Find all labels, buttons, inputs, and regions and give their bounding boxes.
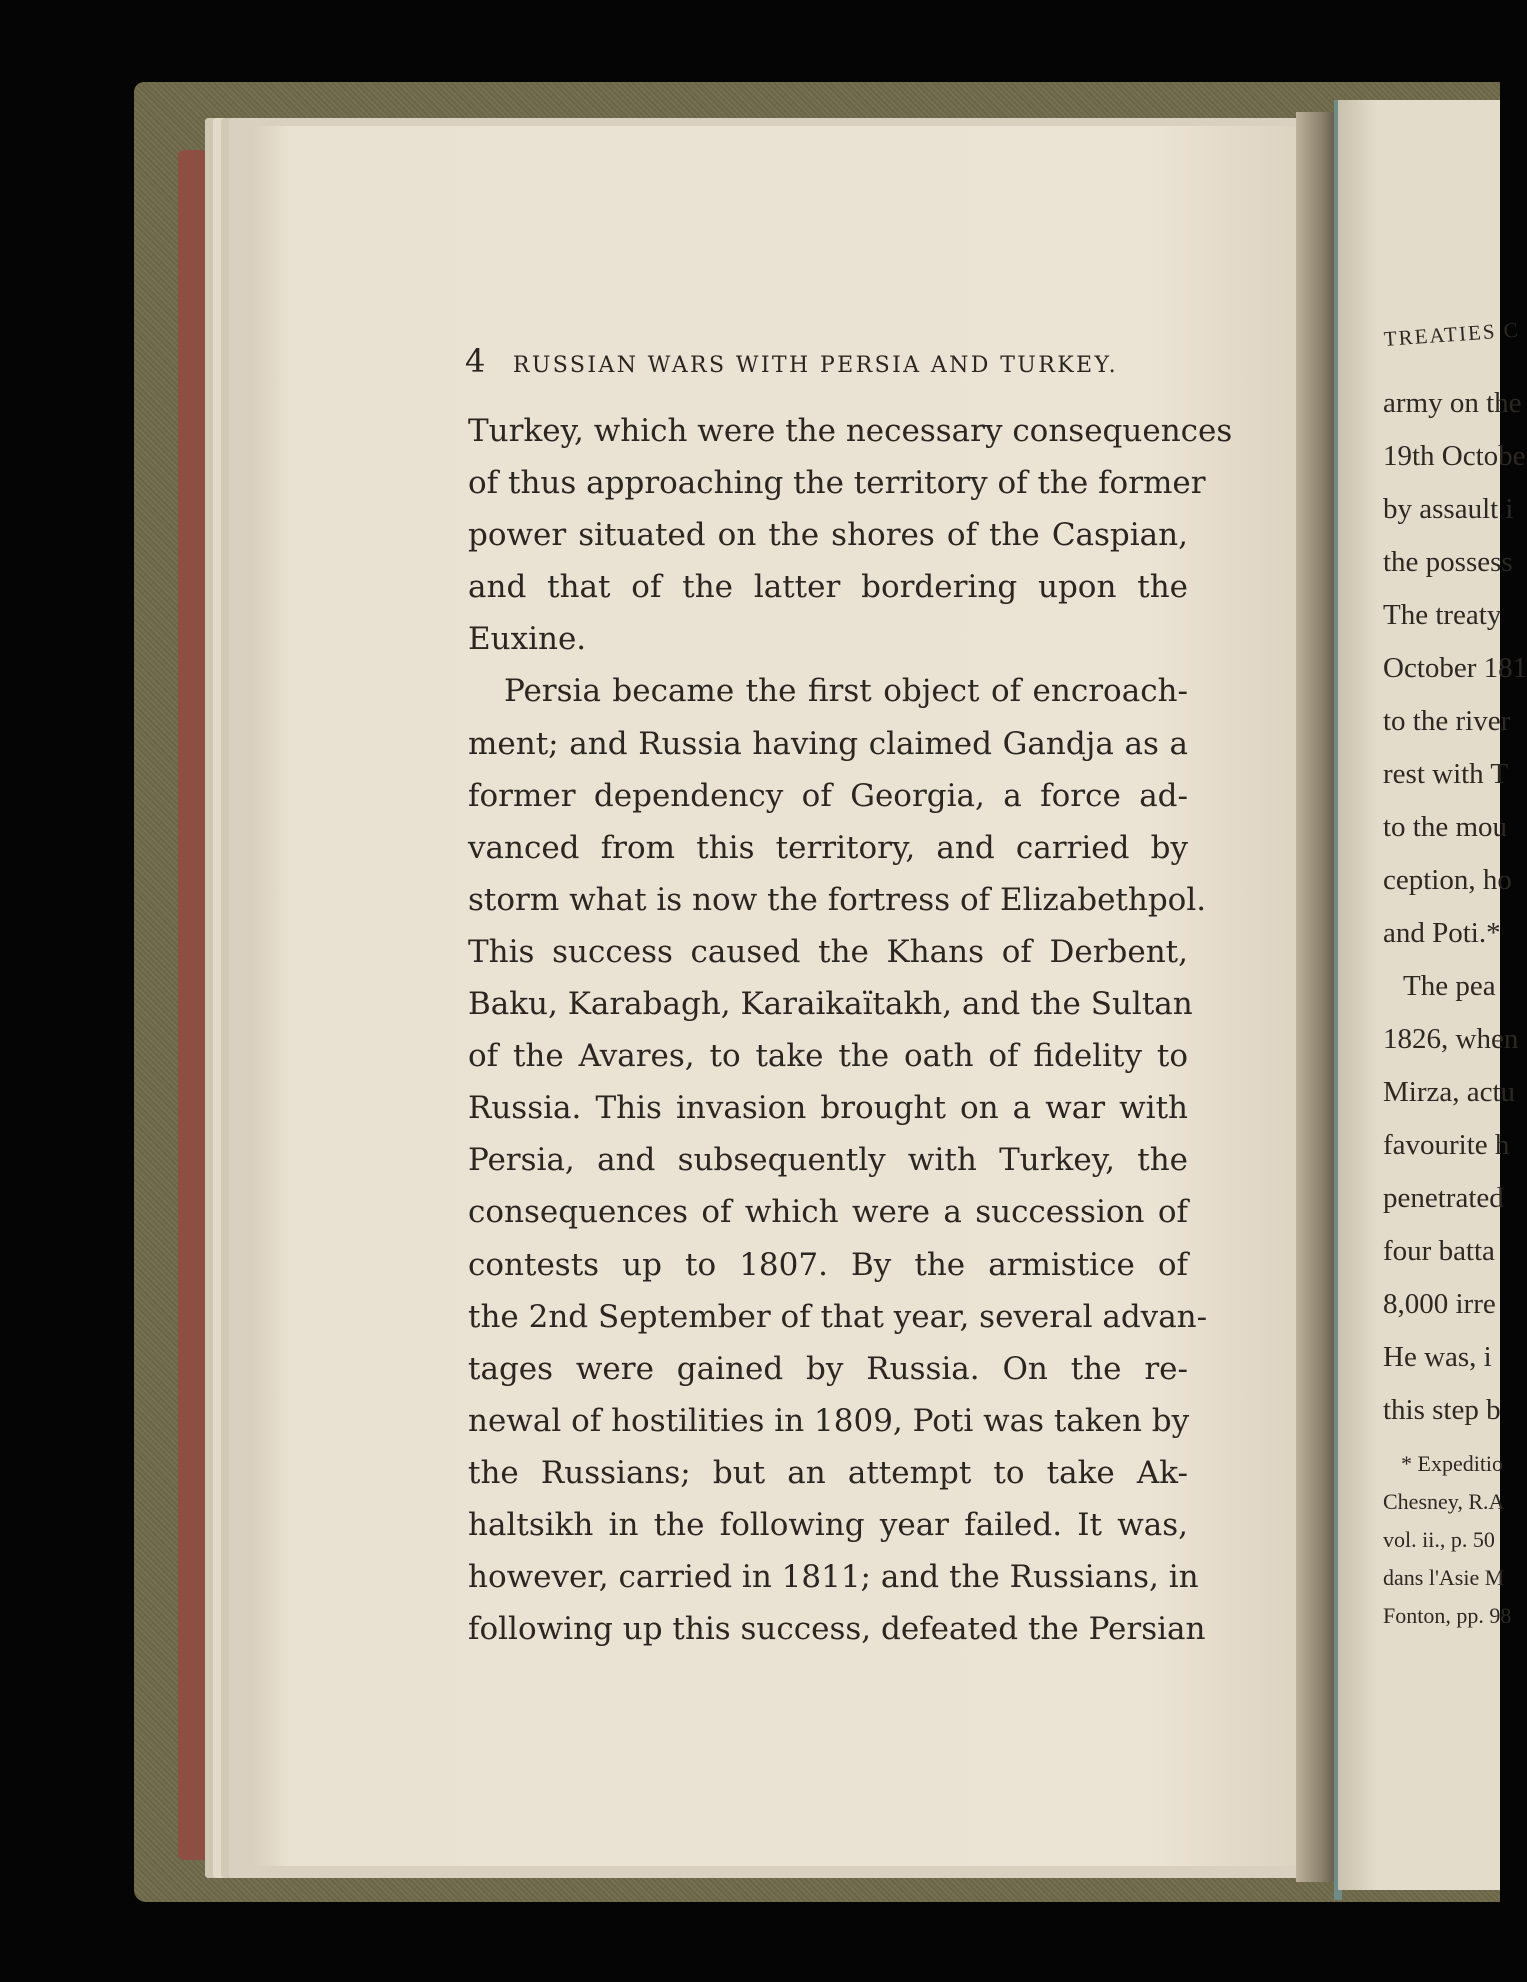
right-text-line: ception, ho	[1383, 864, 1512, 896]
right-text-line: rest with T	[1383, 758, 1509, 790]
text-line: contests up to 1807. By the armistice of	[468, 1246, 1188, 1283]
right-footnote-line: Fonton, pp. 98	[1383, 1603, 1512, 1628]
right-text-line: by assault i	[1383, 493, 1514, 525]
right-footnote-line: dans l'Asie M	[1383, 1565, 1505, 1590]
text-line: Baku, Karabagh, Karaikaïtakh, and the Sultan	[468, 986, 1193, 1023]
right-text-line: penetrated	[1383, 1182, 1504, 1214]
page-number: 4	[465, 342, 487, 380]
right-footnote-line: Chesney, R.A	[1383, 1489, 1505, 1514]
text-line: however, carried in 1811; and the Russians, in	[468, 1559, 1199, 1596]
right-text-line: October 181	[1383, 652, 1527, 684]
text-line: haltsikh in the following year failed. It was,	[468, 1506, 1188, 1543]
right-text-line: the possess	[1383, 546, 1513, 578]
text-line: Persia became the first object of encroach-	[504, 673, 1188, 710]
text-line: Persia, and subsequently with Turkey, the	[468, 1142, 1188, 1179]
body-text	[468, 405, 1233, 1655]
running-head: RUSSIAN WARS WITH PERSIA AND TURKEY.	[512, 353, 1118, 378]
right-text-line: this step b	[1383, 1394, 1501, 1426]
text-line: This success caused the Khans of Derbent,	[468, 933, 1188, 970]
right-text-line: The treaty	[1383, 599, 1502, 631]
text-line: following up this success, defeated the Persian	[468, 1611, 1206, 1648]
right-footnote-line: vol. ii., p. 50	[1383, 1527, 1495, 1552]
right-text-line: to the river	[1383, 705, 1511, 737]
cover-edge	[178, 150, 208, 1860]
book-gutter	[1296, 112, 1338, 1882]
text-line: former dependency of Georgia, a force ad-	[468, 777, 1188, 814]
right-text-line: 8,000 irre	[1383, 1288, 1496, 1320]
right-text-line: The pea	[1403, 970, 1496, 1002]
text-line: tages were gained by Russia. On the re-	[468, 1350, 1188, 1387]
right-page-text	[1383, 317, 1527, 1673]
text-line: power situated on the shores of the Caspian,	[468, 517, 1188, 554]
text-line: consequences of which were a succession of	[468, 1194, 1188, 1231]
right-text-line: Mirza, actu	[1383, 1076, 1516, 1108]
text-line: newal of hostilities in 1809, Poti was taken by	[468, 1402, 1190, 1439]
page-header	[465, 342, 1185, 380]
right-text-line: army on the	[1383, 387, 1522, 419]
right-footnote-line: * Expeditio	[1401, 1451, 1504, 1476]
text-line: the Russians; but an attempt to take Ak-	[468, 1454, 1188, 1491]
text-line: storm what is now the fortress of Elizabethpol.	[468, 881, 1207, 918]
text-line: Euxine.	[468, 621, 587, 658]
right-text-line: He was, i	[1383, 1341, 1492, 1373]
right-text-line: four batta	[1383, 1235, 1495, 1267]
text-line: ment; and Russia having claimed Gandja as a	[468, 725, 1188, 762]
right-text-line: 1826, when	[1383, 1023, 1519, 1055]
right-text-line: and Poti.*	[1383, 917, 1501, 949]
text-line: of thus approaching the territory of the former	[468, 465, 1206, 502]
text-line: of the Avares, to take the oath of fidelity to	[468, 1038, 1188, 1075]
text-line: the 2nd September of that year, several advan-	[468, 1298, 1208, 1335]
text-line: Turkey, which were the necessary consequences	[468, 413, 1233, 449]
right-text-line: to the mou	[1383, 811, 1508, 843]
text-line: vanced from this territory, and carried by	[468, 829, 1188, 866]
text-line: and that of the latter bordering upon the	[468, 569, 1188, 606]
right-running-head: TREATIES C	[1383, 317, 1521, 351]
right-text-line: favourite h	[1383, 1129, 1510, 1161]
text-line: Russia. This invasion brought on a war with	[468, 1090, 1188, 1127]
right-text-line: 19th Octobe	[1383, 440, 1526, 472]
